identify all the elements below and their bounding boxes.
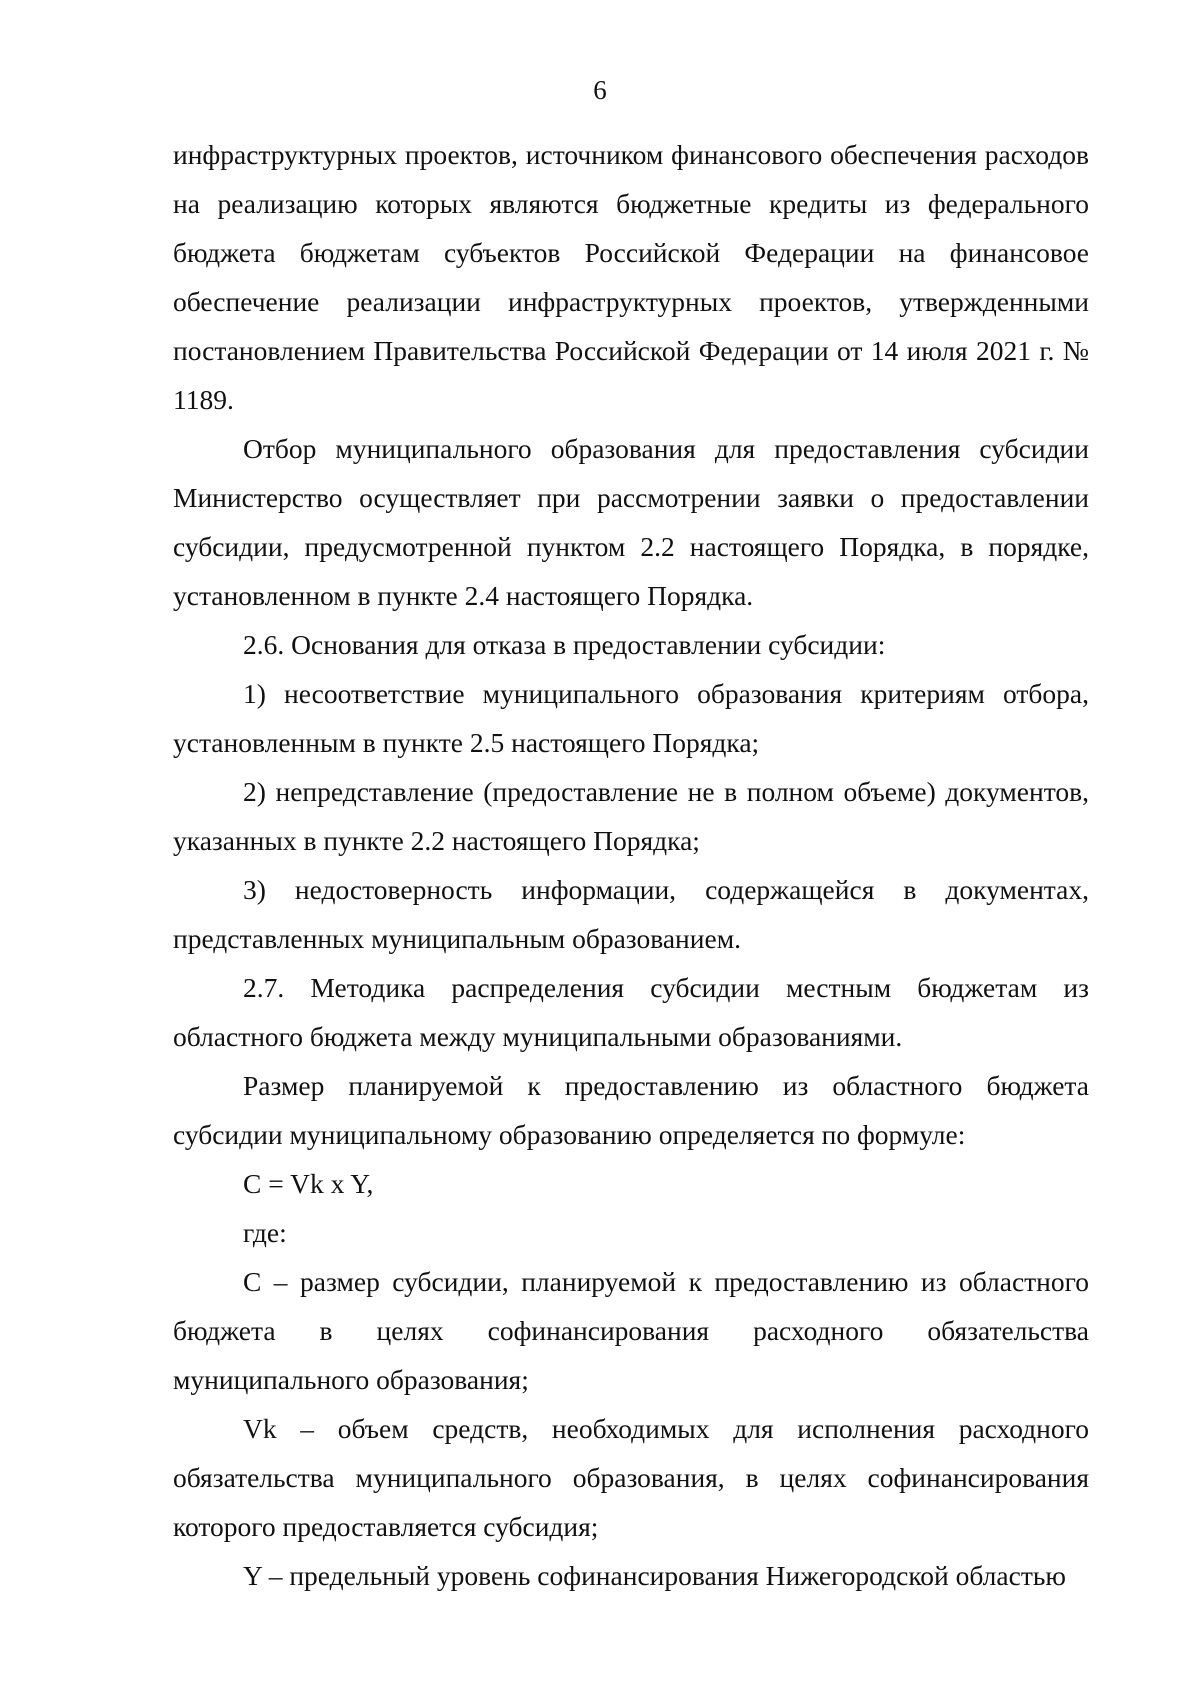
definition-y: Y – предельный уровень софинансирования Нижегородской областью bbox=[243, 1560, 1066, 1591]
formula: C = Vk x Y, bbox=[243, 1168, 374, 1199]
paragraph-continuation: инфраструктурных проектов, источником финансового обеспечения расходов на реализацию которых являются бюджетные кредиты из федерального бюджета бюджетам субъектов Российской Федерации на финансовое обеспечение реализации инфраструктурных проектов, утвержденными постановлением Правительства Российской Федерации от 14 июля 2021 г. № 1189. bbox=[173, 139, 1089, 415]
paragraph-formula-intro: Размер планируемой к предоставлению из областного бюджета субсидии муниципальному образованию определяется по формуле: bbox=[173, 1070, 1089, 1150]
definition-vk: Vk – объем средств, необходимых для исполнения расходного обязательства муниципального образования, в целях софинансирования которого предоставляется субсидия; bbox=[173, 1413, 1089, 1542]
definition-c: C – размер субсидии, планируемой к предоставлению из областного бюджета в целях софинансирования расходного обязательства муниципального образования; bbox=[173, 1266, 1089, 1395]
list-item-2: 2) непредставление (предоставление не в полном объеме) документов, указанных в пункте 2.2 настоящего Порядка; bbox=[173, 776, 1089, 856]
page-number: 6 bbox=[593, 75, 607, 105]
paragraph-2-6-heading: 2.6. Основания для отказа в предоставлении субсидии: bbox=[243, 629, 886, 660]
list-item-3: 3) недостоверность информации, содержащейся в документах, представленных муниципальным образованием. bbox=[173, 874, 1089, 954]
paragraph-2-7-heading: 2.7. Методика распределения субсидии местным бюджетам из областного бюджета между муниципальными образованиями. bbox=[173, 972, 1089, 1052]
document-body bbox=[173, 130, 1089, 1600]
paragraph-selection: Отбор муниципального образования для предоставления субсидии Министерство осуществляет при рассмотрении заявки о предоставлении субсидии, предусмотренной пунктом 2.2 настоящего Порядка, в порядке, установленном в пункте 2.4 настоящего Порядка. bbox=[173, 433, 1089, 611]
paragraph-where: где: bbox=[243, 1217, 287, 1248]
list-item-1: 1) несоответствие муниципального образования критериям отбора, установленным в пункте 2.5 настоящего Порядка; bbox=[173, 678, 1089, 758]
